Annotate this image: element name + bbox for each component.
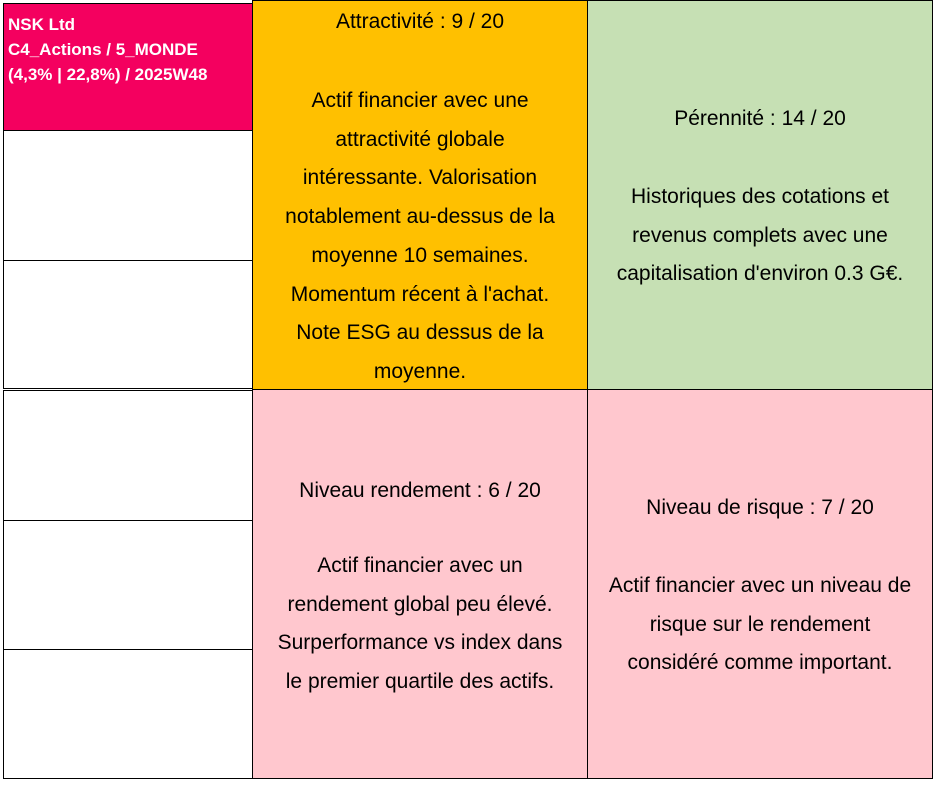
empty-cell-1	[3, 130, 253, 261]
risque-line: Actif financier avec un niveau de	[608, 574, 912, 597]
asset-category: C4_Actions / 5_MONDE	[8, 40, 198, 59]
risque-cell	[587, 389, 933, 779]
asset-name: NSK Ltd	[8, 15, 76, 34]
risque-line: considéré comme important.	[627, 651, 893, 675]
empty-cell-4	[3, 520, 253, 650]
rendement-line: Actif financier avec un	[317, 554, 523, 577]
empty-cell-5	[3, 649, 253, 779]
perennite-line: Historiques des cotations et	[631, 185, 889, 208]
perennite-line: capitalisation d'environ 0.3 G€.	[616, 262, 904, 286]
attractivite-line: Momentum récent à l'achat.	[290, 282, 550, 306]
perennite-cell	[587, 0, 933, 390]
perennite-title: Pérennité : 14 / 20	[674, 107, 846, 130]
empty-cell-2	[3, 260, 253, 389]
rendement-line: rendement global peu élevé.	[287, 592, 553, 616]
attractivite-line: Note ESG au dessus de la	[296, 321, 544, 345]
attractivite-title: Attractivité : 9 / 20	[335, 10, 505, 33]
attractivite-text	[253, 82, 587, 392]
rendement-title: Niveau rendement : 6 / 20	[299, 479, 541, 502]
rendement-text	[253, 547, 587, 702]
attractivite-line: moyenne.	[373, 359, 467, 383]
risque-line: risque sur le rendement	[649, 612, 871, 636]
attractivite-line: moyenne 10 semaines.	[311, 243, 529, 267]
attractivite-line: Actif financier avec une	[311, 89, 529, 112]
attractivite-cell	[252, 0, 588, 390]
attractivite-line: notablement au-dessus de la	[285, 205, 555, 229]
attractivite-line: attractivité globale	[335, 127, 505, 151]
perennite-line: revenus complets avec une	[632, 223, 888, 247]
asset-header-cell	[3, 3, 253, 131]
rendement-line: Surperformance vs index dans	[277, 631, 563, 655]
attractivite-line: intéressante. Valorisation	[302, 166, 538, 190]
risque-text	[588, 567, 932, 683]
risque-title: Niveau de risque : 7 / 20	[646, 496, 874, 519]
perennite-text	[588, 178, 932, 294]
rendement-cell	[252, 389, 588, 779]
asset-stats: (4,3% | 22,8%) / 2025W48	[8, 65, 208, 84]
empty-cell-3	[3, 390, 253, 521]
rendement-line: le premier quartile des actifs.	[285, 670, 555, 694]
